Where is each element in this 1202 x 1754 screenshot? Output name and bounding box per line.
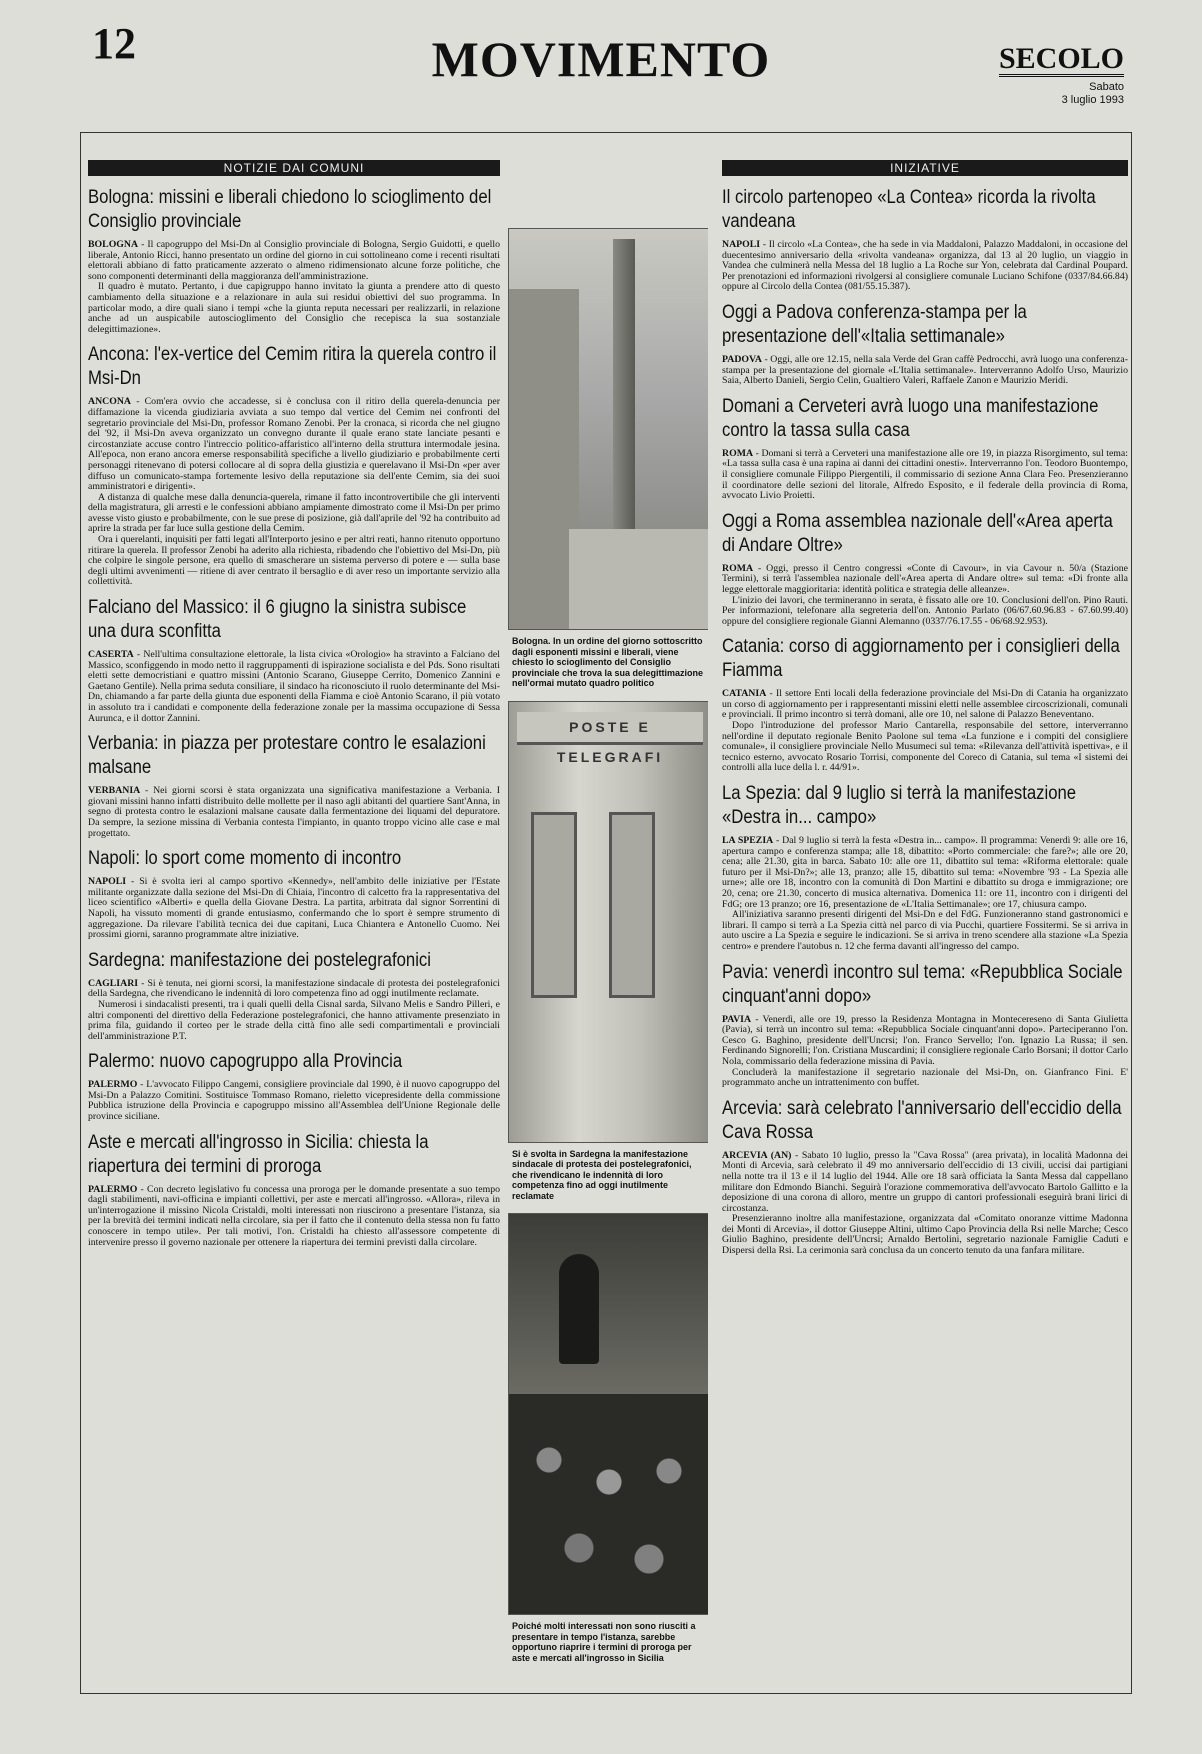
- article-body: VERBANIA - Nei giorni scorsi è stata organizzata una significativa manifestazione a Verbania. I giovani missini hanno infatti distribuito delle mollette per il naso agli abitanti del quartiere Sant'Anna, in segno di protesta contro le esalazioni malsane causate dalla fermentazione dei liquami del depuratore. Da sempre, la sezione missina di Verbania contesta l'impianto, in quanto troppo vicino alle case e mal progettato.: [88, 785, 500, 839]
- left-column: [88, 160, 500, 1256]
- article-roma-assemblea: [722, 510, 1128, 628]
- headline: Oggi a Roma assemblea nazionale dell'«Area aperta di Andare Oltre»: [722, 510, 1113, 556]
- article-napoli-sport: [88, 847, 500, 941]
- right-section-bar: INIZIATIVE: [722, 160, 1128, 176]
- photo-window-shape: [609, 812, 655, 998]
- article-body: PALERMO - L'avvocato Filippo Cangemi, consigliere provinciale dal 1990, è il nuovo capogruppo del Msi-Dn a Palazzo Comitini. Sostituisce Tommaso Romano, rieletto vicepresidente della commissione Pubblica istruzione della Provincia e capogruppo missino all'Assemblea dell'Unione Regionale delle province siciliane.: [88, 1079, 500, 1123]
- article-body: ROMA - Oggi, presso il Centro congressi «Conte di Cavour», in via Cavour n. 50/a (Stazione Termini), si terrà l'assemblea nazionale dell'«Area aperta di Andare oltre» sul tema: «Di fronte alla legge elettorale maggioritaria: identità politica e strategia delle alleanze». L'inizio dei lavori, che termineranno in serata, è fissato alle ore 10. Conclusioni dell'on. Pino Rauti. Per informazioni, telefonare alla segreteria dell'on. Antonio Parlato (06/67.60.96.83 - 67.60.99.40) oppure del consigliere regionale Gianni Alemanno (0337/76.17.55 - 06/68.92.953).: [722, 562, 1128, 627]
- paragraph: Ora i querelanti, inquisiti per fatti legati all'Interporto jesino e per altri reati, hanno ritenuto opportuno ritirare la querela. Il professor Zenobi ha aderito alla richiesta, ribadendo che l'obiettivo del Msi-Dn, più che colpire le singole persone, era quello di smascherare un sistema perverso di potere e — sulla base degli ultimi avvenimenti — ritiene di aver centrato il bersaglio e di aver reso un importante servizio alla collettività.: [88, 534, 500, 588]
- headline: Pavia: venerdì incontro sul tema: «Repubblica Sociale cinquant'anni dopo»: [722, 961, 1123, 1007]
- paragraph: Presenzieranno inoltre alla manifestazione, organizzata dal «Comitato onoranze vittime Madonna dei Monti di Arcevia», il dottor Giuseppe Altini, ultimo Capo Provincia della Rsi nelle Marche; Cesco Giulio Baghino, presidente dell'Uncrsi; Arnaldo Bertolini, segretario nazionale Famiglie Caduti e Dispersi della Rsi. La cerimonia sarà conclusa da un concerto tenuto da una fanfara militare.: [722, 1213, 1128, 1257]
- photo-road-shape: [569, 529, 708, 629]
- paragraph: Concluderà la manifestazione il segretario nazionale del Msi-Dn, on. Gianfranco Fini. E' programmato anche un intrattenimento con buffet.: [722, 1066, 1128, 1089]
- dateline: PALERMO: [88, 1079, 138, 1091]
- photo-sign: POSTE E TELEGRAFI: [517, 712, 703, 745]
- article-body: ROMA - Domani si terrà a Cerveteri una manifestazione alle ore 19, in piazza Risorgimento, sul tema: «La tassa sulla casa è una rapina ai danni dei cittadini onesti». Interverranno l'on. Teodoro Buontempo, il consigliere comunale Filippo Piergentili, il commissario di sezione Anna Clara Feo. Presenzieranno il coordinatore delle sezioni del litorale, Alfredo Esposito, e il federale della provincia di Roma, avvocato Livio Proietti.: [722, 447, 1128, 502]
- paragraph: Il capogruppo del Msi-Dn al Consiglio provinciale di Bologna, Sergio Guidotti, e quello liberale, Antonio Ricci, hanno presentato un ordine del giorno in cui sottolineano come i recenti risultati elettorali abbiano di fatto praticamente azzerato o almeno ridimensionato alcune forze politiche, che sono componenti determinanti della maggioranza dell'amministrazione.: [88, 239, 500, 282]
- article-aste-sicilia: [88, 1131, 500, 1249]
- article-body: ANCONA - Com'era ovvio che accadesse, si è conclusa con il ritiro della querela-denuncia per diffamazione la vicenda giudiziaria avviata a suo tempo dal vertice del Cemim nei confronti del segretario provinciale del Msi-Dn, professor Romano Zenobi. Per la cronaca, si ricorda che nel giugno del '92, il Msi-Dn aveva organizzato un convegno durante il quale erano state lanciate pesanti e circostanziate accuse contro l'intreccio politico-affaristico all'interno della struttura intermodale jesina. All'epoca, non erano ancora emerse responsabilità specifiche a livello giudiziario e probabilmente certi personaggi ritenevano di potersi collocare al di sopra della giustizia e querelavano il Msi-Dn «per aver diffuso un comunicato-stampa fortemente lesivo della reputazione sia dell'ente Cemim, sia dei suoi amministratori e dirigenti». A distanza di qualche mese dalla denuncia-querela, rimane il fatto incontrovertibile che gli interventi della magistratura, gli arresti e le confessioni abbiano ampiamente dimostrato come il Msi-Dn per primo avesse visto giusto e probabilmente, con le sue prese di posizione, già dall'aprile del '92 ha contribuito ad aprire la strada per far luce sulla gestione della Cemim. Ora i querelanti, inquisiti per fatti legati all'Interporto jesino e per altri reati, hanno ritenuto opportuno ritirare la querela. Il professor Zenobi ha aderito alla richiesta, ribadendo che l'obiettivo del Msi-Dn, più che colpire le singole persone, era quello di smascherare un sistema perverso di potere e — sulla base degli ultimi avvenimenti — ritiene di aver centrato il bersaglio e di aver reso un importante servizio alla collettività.: [88, 396, 500, 588]
- headline: Bologna: missini e liberali chiedono lo scioglimento del Consiglio provinciale: [88, 187, 492, 232]
- headline: La Spezia: dal 9 luglio si terrà la manifestazione «Destra in... campo»: [722, 783, 1077, 829]
- paragraph: Oggi, alle ore 12.15, nella sala Verde del Gran caffè Pedrocchi, avrà luogo una conferenza-stampa per la presentazione del giornale «L'Italia settimanale». Interverranno Adolfo Urso, Maurizio Saia, Alberto Danieli, Sergio Celin, Gualtiero Valeri, Raffaele Zanon e Maurizio Meridi.: [722, 353, 1128, 387]
- paragraph: Nell'ultima consultazione elettorale, la lista civica «Orologio» ha stravinto a Falciano del Massico, sconfiggendo in modo netto il raggruppamenti di ispirazione socialista e del Pds. Sono risultati eletti sette democristiani e quattro missini (Antonio Scarano, Giuseppe Cerrito, Domenico Zannini e Gaetano Gentile). Nella prima seduta consiliare, il sindaco ha riconosciuto il ruolo determinante del Msi-Dn, chiamando a far parte della giunta due esponenti della Fiamma e cioè Antonio Scarano, il più votato in assoluto tra i candidati e componente della federazione zonale per la massima occupazione di Sessa Aurunca, e il dottor Zannini.: [88, 649, 500, 724]
- page-number: 12: [92, 19, 136, 68]
- paragraph: Nei giorni scorsi è stata organizzata una significativa manifestazione a Verbania. I giovani missini hanno infatti distribuito delle mollette per il naso agli abitanti del quartiere Sant'Anna, in segno di protesta contro le esalazioni malsane causate dalla fermentazione dei liquami del depuratore. Da sempre, la sezione missina di Verbania contesta l'impianto, in quanto troppo vicino alle case e mal progettato.: [88, 785, 500, 839]
- photo-assembly: [508, 1213, 708, 1615]
- article-sardegna: [88, 949, 500, 1043]
- headline: Il circolo partenopeo «La Contea» ricorda la rivolta vandeana: [722, 187, 1096, 232]
- article-body: PAVIA - Venerdì, alle ore 19, presso la Residenza Montagna in Montecereseno di Santa Giulietta (Pavia), si terrà un incontro sul tema: «Repubblica Sociale cinquant'anni dopo». Parteciperanno l'on. Cesco G. Baghino, presidente dell'Uncrsi; l'on. Franco Servello; l'on. Ignazio La Russa; il sen. Ferdinando Signorelli; l'on. Cristiana Muscardini; il consigliere regionale Carlo Borsani; il dottor Carlo Nola, commissario della federazione missina di Pavia. Concluderà la manifestazione il segretario nazionale del Msi-Dn, on. Gianfranco Fini. E' programmato anche un intrattenimento con buffet.: [722, 1013, 1128, 1089]
- headline: Sardegna: manifestazione dei postelegrafonici: [88, 949, 431, 971]
- article-body: PADOVA - Oggi, alle ore 12.15, nella sala Verde del Gran caffè Pedrocchi, avrà luogo una conferenza-stampa per la presentazione del giornale «L'Italia settimanale». Interverranno Adolfo Urso, Maurizio Saia, Alberto Danieli, Sergio Celin, Gualtiero Valeri, Raffaele Zanon e Maurizio Meridi.: [722, 353, 1128, 387]
- article-body: ARCEVIA (AN) - Sabato 10 luglio, presso la "Cava Rossa" (area privata), in località Madonna dei Monti di Arcevia, sarà celebrato il 49 mo anniversario dell'eccidio di 13 civili, uccisi dai partigiani nella notte tra il 13 e il 14 luglio del 1944. Alle ore 18 sarà officiata la Santa Messa dal cappellano militare don Edmondo Bianchi. Seguirà l'orazione commemorativa dell'avvocato Bartolo Gallitto e la deposizione di una corona di alloro, mentre un gruppo di cantori professionali eseguirà brani lirici di circostanza. Presenzieranno inoltre alla manifestazione, organizzata dal «Comitato onoranze vittime Madonna dei Monti di Arcevia», il dottor Giuseppe Altini, ultimo Capo Provincia della Rsi nelle Marche; Cesco Giulio Baghino, presidente dell'Uncrsi; Arnaldo Bertolini, segretario nazionale Famiglie Caduti e Dispersi della Rsi. La cerimonia sarà conclusa da un concerto tenuto da una fanfara militare.: [722, 1149, 1128, 1257]
- dateline: ROMA: [722, 447, 754, 459]
- headline: Falciano del Massico: il 6 giugno la sinistra subisce una dura sconfitta: [88, 597, 467, 643]
- article-body: PALERMO - Con decreto legislativo fu concessa una proroga per le domande presentate a suo tempo dagli stabilimenti, navi-officina e impianti collettivi, per aste e mercati all'ingrosso. «Allora», rileva in un'interrogazione il missino Nicola Cristaldi, molti interessati non riuscirono a presentare l'istanza, sia per la brevità dei termini indicati nella circolare, sia per il fatto che il contenuto della stessa non fu fatto conoscere in tempo utile». Per tali motivi, l'on. Cristaldi ha chiesto all'assessore competente di intervenire presso il governo nazionale per ottenere la riapertura dei termini previsti dalla circolare.: [88, 1183, 500, 1248]
- dateline: ARCEVIA (AN): [722, 1149, 792, 1161]
- paragraph: A distanza di qualche mese dalla denuncia-querela, rimane il fatto incontrovertibile che gli interventi della magistratura, gli arresti e le confessioni abbiano ampiamente dimostrato come il Msi-Dn per primo avesse visto giusto e probabilmente, con le sue prese di posizione, già dall'aprile del '92 ha contribuito ad aprire la strada per far luce sulla gestione della Cemim.: [88, 491, 500, 535]
- dateline: LA SPEZIA: [722, 835, 774, 847]
- headline: Catania: corso di aggiornamento per i consiglieri della Fiamma: [722, 636, 1120, 682]
- headline: Aste e mercati all'ingrosso in Sicilia: chiesta la riapertura dei termini di proroga: [88, 1131, 429, 1177]
- paragraph: Il settore Enti locali della federazione provinciale del Msi-Dn di Catania ha organizzato un corso di aggiornamento per i rappresentanti missini eletti nelle assemblee circoscrizionali, comunali e provinciali. Il primo incontro si terrà domani, alle ore 10, nel salone di Palazzo Beneventano.: [722, 688, 1128, 721]
- paragraph: Dal 9 luglio si terrà la festa «Destra in... campo». Il programma: Venerdì 9: alle ore 16, apertura campo e conferenza stampa; alle 18, dibattito: «Porto commerciale: che fare?»; alle ore 20, cena; alle 21.30, gita in barca. Sabato 10: alle ore 11, dibattito sul tema: «Riforma elettorale: quale futuro per il Msi-Dn?»; alle 13, pranzo; alle 15, dibattito sul tema: «Novembre '93 - La Spezia alle urne»; alle ore 18, incontro con la comunità di Don Martini e dibattito su droga e immigrazione; ore 20, cena; ore 21.30, concerto di musica alternativa. Domenica 11: ore 11, incontro con i dirigenti del FdG; ore 13 pranzo; ore 16, presentazione de «L'Italia Settimanale»; ore 17, chiusura campo.: [722, 835, 1128, 910]
- article-body: CASERTA - Nell'ultima consultazione elettorale, la lista civica «Orologio» ha stravinto a Falciano del Massico, sconfiggendo in modo netto il raggruppamenti di ispirazione socialista e del Pds. Sono risultati eletti sette democristiani e quattro missini (Antonio Scarano, Giuseppe Cerrito, Domenico Zannini e Gaetano Gentile). Nella prima seduta consiliare, il sindaco ha riconosciuto il ruolo determinante del Msi-Dn, chiamando a far parte della giunta due esponenti della Fiamma e cioè Antonio Scarano, il più votato in assoluto tra i candidati e componente della federazione zonale per la massima occupazione di Sessa Aurunca, e il dottor Zannini.: [88, 649, 500, 724]
- section-title: MOVIMENTO: [431, 31, 771, 87]
- paragraph: Si è svolta ieri al campo sportivo «Kennedy», nell'ambito delle iniziative per l'Estate militante organizzate dalla sezione del Msi-Dn di Chiaia, l'incontro di calcetto fra la rappresentativa del liceo scientifico «Alberti» e quella della Giovane Destra. La partita, arbitrata dal signor Sorrentini di Napoli, ha vissuto momenti di grande entusiasmo, confermando che lo sport è sempre strumento di aggregazione. Da rilevare l'abilità tecnica dei due capitani, Luca Chiantera e Antonello Cuomo. Nei prossimi giorni, saranno programmate altre iniziative.: [88, 876, 500, 941]
- dateline: CAGLIARI: [88, 977, 139, 989]
- paragraph: Con decreto legislativo fu concessa una proroga per le domande presentate a suo tempo dagli stabilimenti, navi-officina e impianti collettivi, per aste e mercati all'ingrosso. «Allora», rileva in un'interrogazione il missino Nicola Cristaldi, molti interessati non riuscirono a presentare l'istanza, sia per la brevità dei termini indicati nella circolare, sia per il fatto che il contenuto della stessa non fu fatto conoscere in tempo utile». Per tali motivi, l'on. Cristaldi ha chiesto all'assessore competente di intervenire presso il governo nazionale per ottenere la riapertura dei termini previsti dalla circolare.: [88, 1183, 500, 1248]
- paragraph: Com'era ovvio che accadesse, si è conclusa con il ritiro della querela-denuncia per diffamazione la vicenda giudiziaria avviata a suo tempo dal vertice del Cemim nei confronti del segretario provinciale del Msi-Dn, professor Romano Zenobi. Per la cronaca, si ricorda che nel giugno del '92, il Msi-Dn aveva organizzato un convegno durante il quale erano state lanciate pesanti e circostanziate accuse contro l'intreccio politico-affaristico all'interno della struttura intermodale jesina. All'epoca, non erano ancora emerse responsabilità specifiche a livello giudiziario e probabilmente certi personaggi ritenevano di potersi collocare al di sopra della giustizia e querelavano il Msi-Dn «per aver diffuso un comunicato-stampa fortemente lesivo della reputazione sia dell'ente Cemim, sia dei suoi amministratori e dirigenti».: [88, 396, 500, 493]
- paper-date: 3 luglio 1993: [1061, 94, 1124, 106]
- dateline: PALERMO: [88, 1183, 138, 1195]
- paragraph: Domani si terrà a Cerveteri una manifestazione alle ore 19, in piazza Risorgimento, sul tema: «La tassa sulla casa è una rapina ai danni dei cittadini onesti». Interverranno l'on. Teodoro Buontempo, il consigliere comunale Filippo Piergentili, il commissario di sezione Anna Clara Feo. Presenzieranno il coordinatore delle sezioni del litorale, Alfredo Esposito, e il federale della provincia di Roma, avvocato Livio Proietti.: [722, 447, 1128, 502]
- headline: Ancona: l'ex-vertice del Cemim ritira la querela contro il Msi-Dn: [88, 344, 497, 390]
- headline: Domani a Cerveteri avrà luogo una manifestazione contro la tassa sulla casa: [722, 395, 1099, 441]
- article-pavia: [722, 961, 1128, 1089]
- left-section-bar: NOTIZIE DAI COMUNI: [88, 160, 500, 176]
- photo-window-shape: [531, 812, 577, 998]
- article-body: LA SPEZIA - Dal 9 luglio si terrà la festa «Destra in... campo». Il programma: Venerdì 9: alle ore 16, apertura campo e conferenza stampa; alle 18, dibattito: «Porto commerciale: che fare?»; alle ore 20, cena; alle 21.30, gita in barca. Sabato 10: alle ore 11, dibattito sul tema: «Riforma elettorale: quale futuro per il Msi-Dn?»; alle 13, pranzo; alle 15, dibattito sul tema: «Novembre '93 - La Spezia alle urne»; alle ore 18, incontro con la comunità di Don Martini e dibattito su droga e immigrazione; ore 20, cena; ore 21.30, concerto di musica alternativa. Domenica 11: ore 11, incontro con i dirigenti del FdG; ore 13 pranzo; ore 16, presentazione de «L'Italia Settimanale»; ore 17, chiusura campo. All'iniziativa saranno presenti dirigenti del Msi-Dn e del FdG. Funzioneranno stand gastronomici e librari. Il campo si terrà a La Spezia città nel parco di via Pucchi, quartiere Fossitermi. Se si arriva in auto uscire a La Spezia e seguire le indicazioni. Se si arriva in treno scendere alla stazione «La Spezia centro» e prendere l'autobus n. 12 che ferma davanti all'ingresso del campo.: [722, 835, 1128, 952]
- headline: Arcevia: sarà celebrato l'anniversario dell'eccidio della Cava Rossa: [722, 1097, 1122, 1143]
- article-catania: [722, 635, 1128, 774]
- paragraph: Il circolo «La Contea», che ha sede in via Maddaloni, Palazzo Maddaloni, in occasione del duecentesimo anniversario della «rivolta vandeana» organizza, dal 13 al 20 luglio, un viaggio in Vandea che culminerà nella Messa del 18 luglio a La Roche sur Yon, celebrata dal Cardinal Poupard. Per prenotazioni ed informazioni rivolgersi al consigliere comunale Luciano Schifone (0337/84.66.84) oppure al Circolo della Contea (081/55.15.387).: [722, 239, 1128, 293]
- headline: Oggi a Padova conferenza-stampa per la presentazione dell'«Italia settimanale»: [722, 301, 1027, 347]
- article-palermo-capogruppo: [88, 1050, 500, 1122]
- article-la-spezia: [722, 782, 1128, 953]
- dateline: ANCONA: [88, 396, 131, 408]
- paragraph: All'iniziativa saranno presenti dirigenti del Msi-Dn e del FdG. Funzioneranno stand gastronomici e librari. Il campo si terrà a La Spezia città nel parco di via Pucchi, quartiere Fossitermi. Se si arriva in auto uscire a La Spezia e seguire le indicazioni. Se si arriva in treno scendere alla stazione «La Spezia centro» e prendere l'autobus n. 12 che ferma davanti all'ingresso del campo.: [722, 909, 1128, 952]
- photo-post-office: [508, 701, 708, 1143]
- dateline: ROMA: [722, 562, 754, 574]
- paragraph: Si è tenuta, nei giorni scorsi, la manifestazione sindacale di protesta dei postelegrafonici della Sardegna, che rivendicano le indennità di loro competenza fino ad oggi inutilmente reclamate.: [88, 977, 500, 1000]
- dateline: CASERTA: [88, 649, 134, 661]
- photo-caption: Poiché molti interessati non sono riusciti a presentare in tempo l'istanza, sarebbe opportuno riaprire i termini di proroga per aste e mercati all'ingrosso in Sicilia: [512, 1621, 696, 1663]
- article-body: NAPOLI - Si è svolta ieri al campo sportivo «Kennedy», nell'ambito delle iniziative per l'Estate militante organizzate dalla sezione del Msi-Dn di Chiaia, l'incontro di calcetto fra la rappresentativa del liceo scientifico «Alberti» e quella della Giovane Destra. La partita, arbitrata dal signor Sorrentini di Napoli, ha vissuto momenti di grande entusiasmo, confermando che lo sport è sempre strumento di aggregazione. Da rilevare l'abilità tecnica dei due capitani, Luca Chiantera e Antonello Cuomo. Nei prossimi giorni, saranno programmate altre iniziative.: [88, 876, 500, 941]
- dateline: NAPOLI: [88, 876, 127, 888]
- article-falciano: [88, 596, 500, 724]
- article-arcevia: [722, 1097, 1128, 1257]
- paragraph: L'avvocato Filippo Cangemi, consigliere provinciale dal 1990, è il nuovo capogruppo del Msi-Dn a Palazzo Comitini. Sostituisce Tommaso Romano, rieletto vicepresidente della commissione Pubblica istruzione della Provincia e capogruppo missino all'Assemblea dell'Unione Regionale delle province siciliane.: [88, 1079, 500, 1123]
- headline: Verbania: in piazza per protestare contro le esalazioni malsane: [88, 733, 486, 779]
- right-column: [722, 160, 1128, 1265]
- dateline: NAPOLI: [722, 239, 761, 250]
- paragraph: L'inizio dei lavori, che termineranno in serata, è fissato alle ore 10. Conclusioni dell'on. Pino Rauti. Per informazioni, telefonare alla segreteria dell'on. Antonio Parlato (06/67.60.96.83 - 67.60.99.40) oppure del consigliere regionale Gianni Alemanno (0337/76.17.55 - 06/68.92.953).: [722, 594, 1128, 627]
- article-body: NAPOLI - Il circolo «La Contea», che ha sede in via Maddaloni, Palazzo Maddaloni, in occasione del duecentesimo anniversario della «rivolta vandeana» organizza, dal 13 al 20 luglio, un viaggio in Vandea che culminerà nella Messa del 18 luglio a La Roche sur Yon, celebrata dal Cardinal Poupard. Per prenotazioni ed informazioni rivolgersi al consigliere comunale Luciano Schifone (0337/84.66.84) oppure al Circolo della Contea (081/55.15.387).: [722, 239, 1128, 293]
- photo-column: [508, 228, 708, 1675]
- paragraph: Oggi, presso il Centro congressi «Conte di Cavour», in via Cavour n. 50/a (Stazione Termini), si terrà l'assemblea nazionale dell'«Area aperta di Andare oltre» sul tema: «Di fronte alla legge elettorale maggioritaria: identità politica e strategia delle alleanze».: [722, 562, 1128, 595]
- paragraph: Il quadro è mutato. Pertanto, i due capigruppo hanno invitato la giunta a prendere atto di questo cambiamento della situazione e a relazionare in aula sui residui obiettivi del suo programma. In particolar modo, a dire quali siano i tempi «che la giunta reputa necessari per realizzarli, in relazione anche ad un auspicabile autoscioglimento del Consiglio che recepisca la sua sostanziale delegittimazione».: [88, 281, 500, 335]
- photo-speaker-shape: [559, 1254, 599, 1364]
- photo-crowd-shape: [509, 1394, 708, 1614]
- paragraph: Dopo l'introduzione del professor Mario Cantarella, responsabile del settore, interverranno nell'ordine il deputato regionale Benito Paolone sul tema «La funzione e i compiti del consigliere comunale», il consigliere provinciale Nello Musumeci sul tema: «Rilevanza dell'attività ispettiva», e il tecnico esterno, avvocato Rosario Torrisi, componente del Coreco di Catania, sul tema «I sistemi dei controlli alla luce della l. r. 44/91».: [722, 720, 1128, 774]
- article-ancona: [88, 343, 500, 588]
- article-bologna: [88, 186, 500, 335]
- article-padova: [722, 301, 1128, 387]
- photo-caption: Bologna. In un ordine del giorno sottoscritto dagli esponenti missini e liberali, viene chiesto lo scioglimento del Consiglio provinciale che trova la sua delegittimazione nell'ormai mutato quadro politico: [512, 636, 704, 688]
- dateline: VERBANIA: [88, 785, 141, 797]
- article-verbania: [88, 732, 500, 839]
- article-la-contea: [722, 186, 1128, 293]
- article-body: CAGLIARI - Si è tenuta, nei giorni scorsi, la manifestazione sindacale di protesta dei postelegrafonici della Sardegna, che rivendicano le indennità di loro competenza fino ad oggi inutilmente reclamate. Numerosi i sindacalisti presenti, tra i quali quelli della Cisnal sarda, Silvano Melis e Sandro Pilleri, e altri componenti del direttivo della Federazione postelegrafonici, che hanno attivamente presenziato in prima fila, guidando il corteo per le strade della città fino alle sedi compartimentali e provinciali dell'amministrazione P.T.: [88, 977, 500, 1042]
- paper-day: Sabato: [1089, 81, 1124, 93]
- article-body: CATANIA - Il settore Enti locali della federazione provinciale del Msi-Dn di Catania ha organizzato un corso di aggiornamento per i rappresentanti missini eletti nelle assemblee circoscrizionali, comunali e provinciali. Il primo incontro si terrà domani, alle ore 10, nel salone di Palazzo Beneventano. Dopo l'introduzione del professor Mario Cantarella, responsabile del settore, interverranno nell'ordine il deputato regionale Benito Paolone sul tema «La funzione e i compiti del consigliere comunale», il consigliere provinciale Nello Musumeci sul tema: «Rilevanza dell'attività ispettiva», e il tecnico esterno, avvocato Rosario Torrisi, componente del Coreco di Catania, sul tema «I sistemi dei controlli alla luce della l. r. 44/91».: [722, 688, 1128, 774]
- photo-caption: Si è svolta in Sardegna la manifestazione sindacale di protesta dei postelegrafonici, che rivendicano le indennità di loro competenza fino ad oggi inutilmente reclamate: [512, 1148, 692, 1201]
- headline: Napoli: lo sport come momento di incontro: [88, 848, 402, 870]
- dateline: PADOVA: [722, 353, 762, 365]
- paragraph: Numerosi i sindacalisti presenti, tra i quali quelli della Cisnal sarda, Silvano Melis e Sandro Pilleri, e altri componenti del direttivo della Federazione postelegrafonici, che hanno attivamente presenziato in prima fila, guidando il corteo per le strade della città fino alle sedi compartimentali e provinciali dell'amministrazione P.T.: [88, 998, 500, 1042]
- dateline: PAVIA: [722, 1013, 752, 1025]
- paragraph: Sabato 10 luglio, presso la "Cava Rossa" (area privata), in località Madonna dei Monti di Arcevia, sarà celebrato il 49 mo anniversario dell'eccidio di 13 civili, uccisi dai partigiani nella notte tra il 13 e il 14 luglio del 1944. Alle ore 18 sarà officiata la Santa Messa dal cappellano militare don Edmondo Bianchi. Seguirà l'orazione commemorativa dell'avvocato Bartolo Gallitto e la deposizione di una corona di alloro, mentre un gruppo di cantori professionali eseguirà brani lirici di circostanza.: [722, 1149, 1128, 1214]
- headline: Palermo: nuovo capogruppo alla Provincia: [88, 1051, 403, 1073]
- article-body: BOLOGNA - Il capogruppo del Msi-Dn al Consiglio provinciale di Bologna, Sergio Guidotti, e quello liberale, Antonio Ricci, hanno presentato un ordine del giorno in cui sottolineano come i recenti risultati elettorali abbiano di fatto praticamente azzerato o almeno ridimensionato alcune forze politiche, che sono componenti determinanti della maggioranza dell'amministrazione. Il quadro è mutato. Pertanto, i due capigruppo hanno invitato la giunta a prendere atto di questo cambiamento della situazione e a relazionare in aula sui residui obiettivi del suo programma. In particolar modo, a dire quali siano i tempi «che la giunta reputa necessari per realizzarli, in relazione anche ad un auspicabile autoscioglimento del Consiglio che recepisca la sua sostanziale delegittimazione».: [88, 239, 500, 335]
- paragraph: Venerdì, alle ore 19, presso la Residenza Montagna in Montecereseno di Santa Giulietta (Pavia), si terrà un incontro sul tema: «Repubblica Sociale cinquant'anni dopo». Parteciperanno l'on. Cesco G. Baghino, presidente dell'Uncrsi; l'on. Franco Servello; l'on. Ignazio La Russa; il sen. Ferdinando Signorelli; l'on. Cristiana Muscardini; il consigliere regionale Carlo Borsani; il dottor Carlo Nola, commissario della federazione missina di Pavia.: [722, 1013, 1128, 1067]
- paper-logo: SECOLO: [998, 42, 1124, 75]
- paper-masthead: [999, 44, 1124, 107]
- dateline: BOLOGNA: [88, 239, 139, 250]
- dateline: CATANIA: [722, 688, 767, 700]
- photo-bologna-tower: [508, 228, 708, 630]
- article-cerveteri: [722, 395, 1128, 502]
